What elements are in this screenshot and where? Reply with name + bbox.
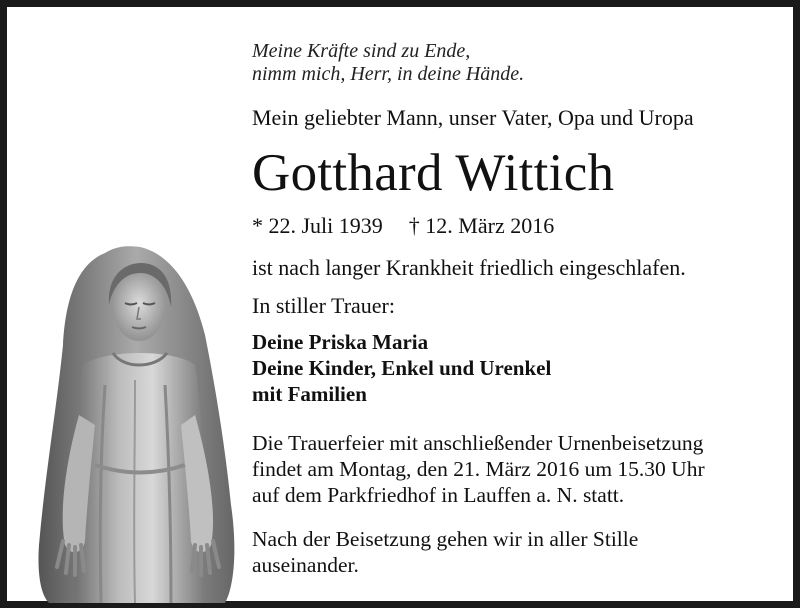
death-date: † 12. März 2016 xyxy=(408,213,555,238)
mourner-line-3: mit Familien xyxy=(252,382,367,406)
verse-line-2: nimm mich, Herr, in deine Hände. xyxy=(252,63,525,85)
service-line-2: findet am Montag, den 21. März 2016 um 15.30 Uhr xyxy=(252,457,705,481)
mourners-list xyxy=(252,329,551,407)
passing-text: ist nach langer Krankheit friedlich eingeschlafen. xyxy=(252,255,686,280)
funeral-service-info xyxy=(252,430,705,508)
mourner-line-2: Deine Kinder, Enkel und Urenkel xyxy=(252,356,552,380)
service-line-1: Die Trauerfeier mit anschließender Urnenbeisetzung xyxy=(252,431,704,455)
mourner-line-1: Deine Priska Maria xyxy=(252,330,429,354)
closing-note xyxy=(252,526,638,578)
madonna-statue-icon xyxy=(35,245,239,603)
intro-text: Mein geliebter Mann, unser Vater, Opa und Uropa xyxy=(252,105,694,130)
closing-line-2: auseinander. xyxy=(252,553,359,577)
bible-verse xyxy=(252,40,524,86)
verse-line-1: Meine Kräfte sind zu Ende, xyxy=(252,40,471,62)
closing-line-1: Nach der Beisetzung gehen wir in aller Stille xyxy=(252,527,639,551)
life-dates xyxy=(252,213,554,239)
mourning-heading: In stiller Trauer: xyxy=(252,293,395,318)
service-line-3: auf dem Parkfriedhof in Lauffen a. N. statt. xyxy=(252,483,625,507)
deceased-name: Gotthard Wittich xyxy=(252,144,615,202)
birth-date: * 22. Juli 1939 xyxy=(252,213,383,238)
